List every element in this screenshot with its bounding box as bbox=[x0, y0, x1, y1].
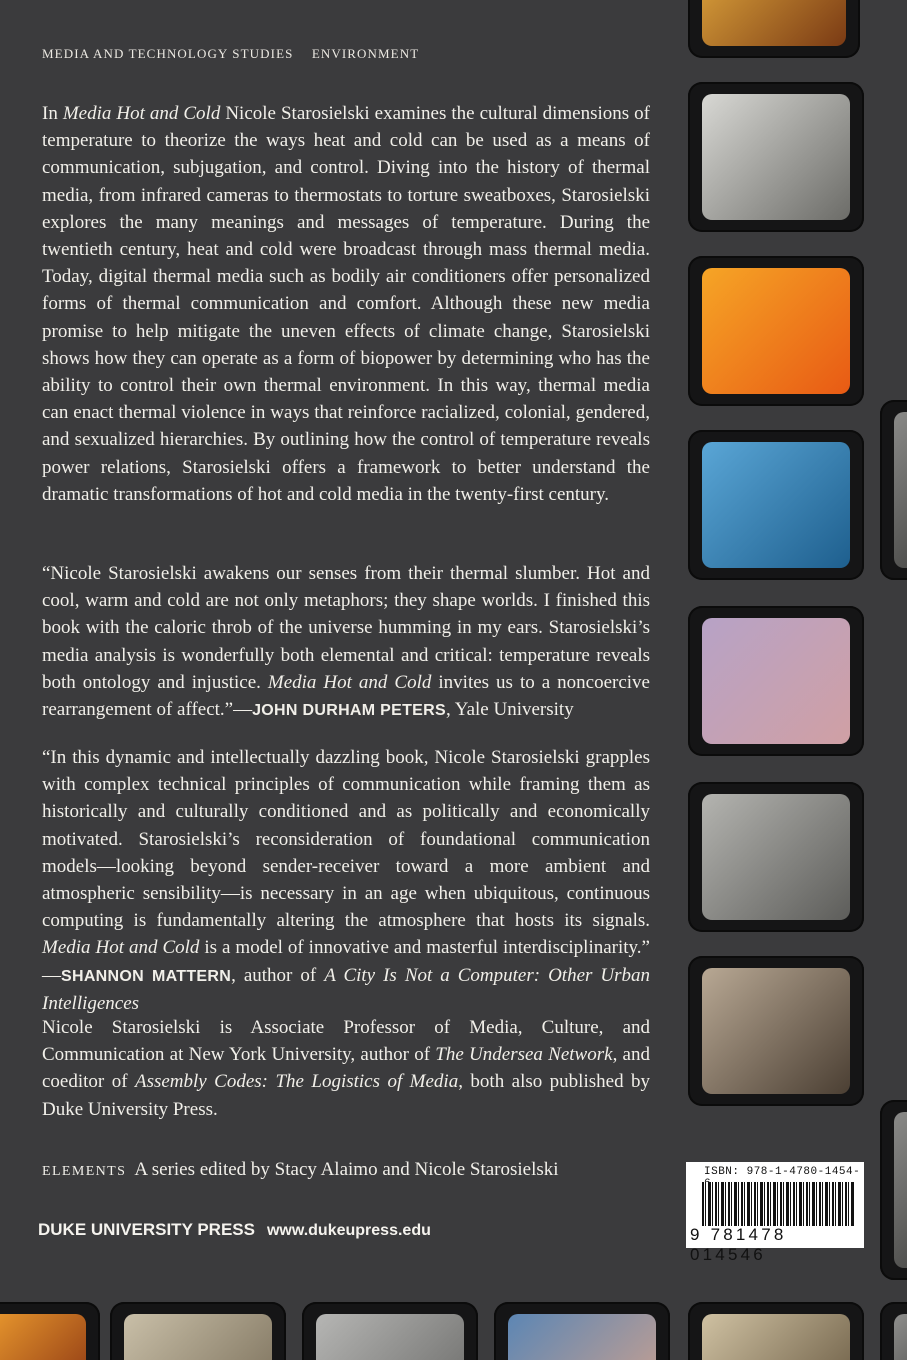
tv-frame bbox=[110, 1302, 286, 1360]
tv-screen-bottom-gray bbox=[316, 1314, 464, 1360]
tv-screen-pink-static bbox=[702, 618, 850, 744]
tv-frame bbox=[880, 1302, 907, 1360]
tv-screen-observatory-photo bbox=[702, 94, 850, 220]
tv-frame bbox=[494, 1302, 670, 1360]
category-label: MEDIA AND TECHNOLOGY STUDIES bbox=[42, 46, 294, 61]
tv-frame bbox=[688, 782, 864, 932]
tv-screen-blue-static bbox=[702, 442, 850, 568]
endorsement-quote bbox=[42, 744, 650, 1017]
quote-text: “Nicole Starosielski awakens our senses from their thermal slumber. Hot and cool, warm and cold are not only metaphors; they shape worlds. I finished this book with the caloric throb of the universe humming in my ears. Starosielski’s media analysis is wonderfully both elemental and critical: temperature reveals both ontology and injustice. bbox=[42, 563, 650, 693]
tv-screen-branford-photo bbox=[702, 968, 850, 1094]
tv-frame bbox=[688, 82, 864, 232]
tv-screen-sunset bbox=[702, 0, 846, 46]
tv-screen-bottom-blue bbox=[508, 1314, 656, 1360]
publisher-line bbox=[38, 1220, 431, 1240]
quote-text: invites us to a noncoercive rearrangement of affect.”— bbox=[42, 671, 650, 721]
tv-screen-bottom-sepia bbox=[702, 1314, 850, 1360]
quote-affiliation: , author of bbox=[231, 964, 325, 986]
book-description bbox=[42, 100, 650, 508]
quote-text: “In this dynamic and intellectually dazzling book, Nicole Starosielski grapples with complex technical principles of communication while framing them as historically and culturally conditioned and as politically and economically motivated. Starosielski’s reconsideration of foundational communication models—looking beyond sender-receiver toward a more ambient and atmospheric sensibility—is necessary in an age when ubiquitous, continuous computing is fundamentally altering the atmosphere that hosts its signals. bbox=[42, 747, 650, 932]
isbn-barcode bbox=[686, 1162, 864, 1264]
author-bio bbox=[42, 1014, 650, 1123]
book-title: Media Hot and Cold bbox=[42, 937, 200, 959]
book-title: Media Hot and Cold bbox=[267, 671, 432, 693]
tv-screen-bottom-right bbox=[894, 1314, 907, 1360]
barcode-bars bbox=[702, 1182, 854, 1226]
publisher-name: DUKE UNIVERSITY PRESS bbox=[38, 1220, 255, 1239]
tv-frame bbox=[688, 256, 864, 406]
tv-frame bbox=[302, 1302, 478, 1360]
tv-screen-right-edge bbox=[894, 412, 907, 568]
author-book-title: The Undersea Network bbox=[435, 1044, 613, 1066]
publisher-url: www.dukeupress.edu bbox=[266, 1222, 431, 1239]
tv-screen-right-edge bbox=[894, 1112, 907, 1268]
tv-frame bbox=[688, 606, 864, 756]
tv-frame bbox=[688, 1302, 864, 1360]
book-title: Media Hot and Cold bbox=[62, 103, 221, 124]
tv-frame bbox=[688, 430, 864, 580]
tv-frame bbox=[688, 956, 864, 1106]
author-book-title: A City Is Not a Computer: Other Urban Intelligences bbox=[42, 964, 651, 1014]
tv-screen-bottom-desert bbox=[124, 1314, 272, 1360]
quote-text: is a model of innovative and masterful interdisciplinarity.” — bbox=[42, 937, 650, 986]
series-label: ELEMENTS bbox=[42, 1164, 127, 1179]
tv-screen-air-conditioner-sign bbox=[702, 794, 850, 920]
series-editors: A series edited by Stacy Alaimo and Nicole Starosielski bbox=[134, 1159, 559, 1180]
author-book-title: Assembly Codes: The Logistics of Media bbox=[134, 1071, 459, 1093]
isbn-label: ISBN: 978-1-4780-1454- bbox=[704, 1166, 861, 1178]
quote-author: JOHN DURHAM PETERS bbox=[252, 702, 446, 720]
tv-frame bbox=[880, 1100, 907, 1280]
category-label: ENVIRONMENT bbox=[311, 46, 420, 61]
tv-screen-bottom-orange bbox=[0, 1314, 86, 1360]
description-intro: In bbox=[42, 103, 63, 124]
isbn-digits: 9 781478 014546 bbox=[690, 1225, 787, 1264]
tv-frame bbox=[880, 400, 907, 580]
description-text: Nicole Starosielski examines the cultural dimensions of temperature to theorize the ways heat and cold can be used as a means of communication, subjugation, and control. Diving into the history of thermal media, from infrared cameras to thermostats to torture sweatboxes, Starosielski explores the many meanings and messages of temperature. During the twentieth century, heat and cold were broadcast through mass thermal media. Today, digital thermal media such as bodily air conditioners offer personalized forms of thermal communication and comfort. Although these new media promise to help mitigate the uneven effects of climate change, Starosielski shows how they can operate as a form of biopower by determining who has the ability to control their own thermal environment. In this way, thermal media can enact thermal violence in ways that reinforce racialized, colonial, gendered, and sexualized hierarchies. By outlining how the control of temperature reveals power relations, Starosielski offers a framework to better understand the dramatic transformations of hot and cold media in the twenty-first century. bbox=[42, 103, 651, 505]
series-line bbox=[42, 1159, 559, 1181]
bio-text: Nicole Starosielski is Associate Professor of Media, Culture, and Communication at New York University, author of bbox=[42, 1017, 650, 1066]
tv-screen-orange-thermal bbox=[702, 268, 850, 394]
tv-frame bbox=[0, 1302, 100, 1360]
endorsement-quote bbox=[42, 560, 650, 724]
tv-frame bbox=[688, 0, 860, 58]
quote-affiliation: , Yale University bbox=[445, 699, 574, 721]
quote-author: SHANNON MATTERN bbox=[61, 967, 232, 985]
bio-text: , both also published by Duke University Press. bbox=[42, 1071, 651, 1120]
subject-categories bbox=[42, 46, 419, 62]
bio-text: , and coeditor of bbox=[42, 1044, 650, 1093]
